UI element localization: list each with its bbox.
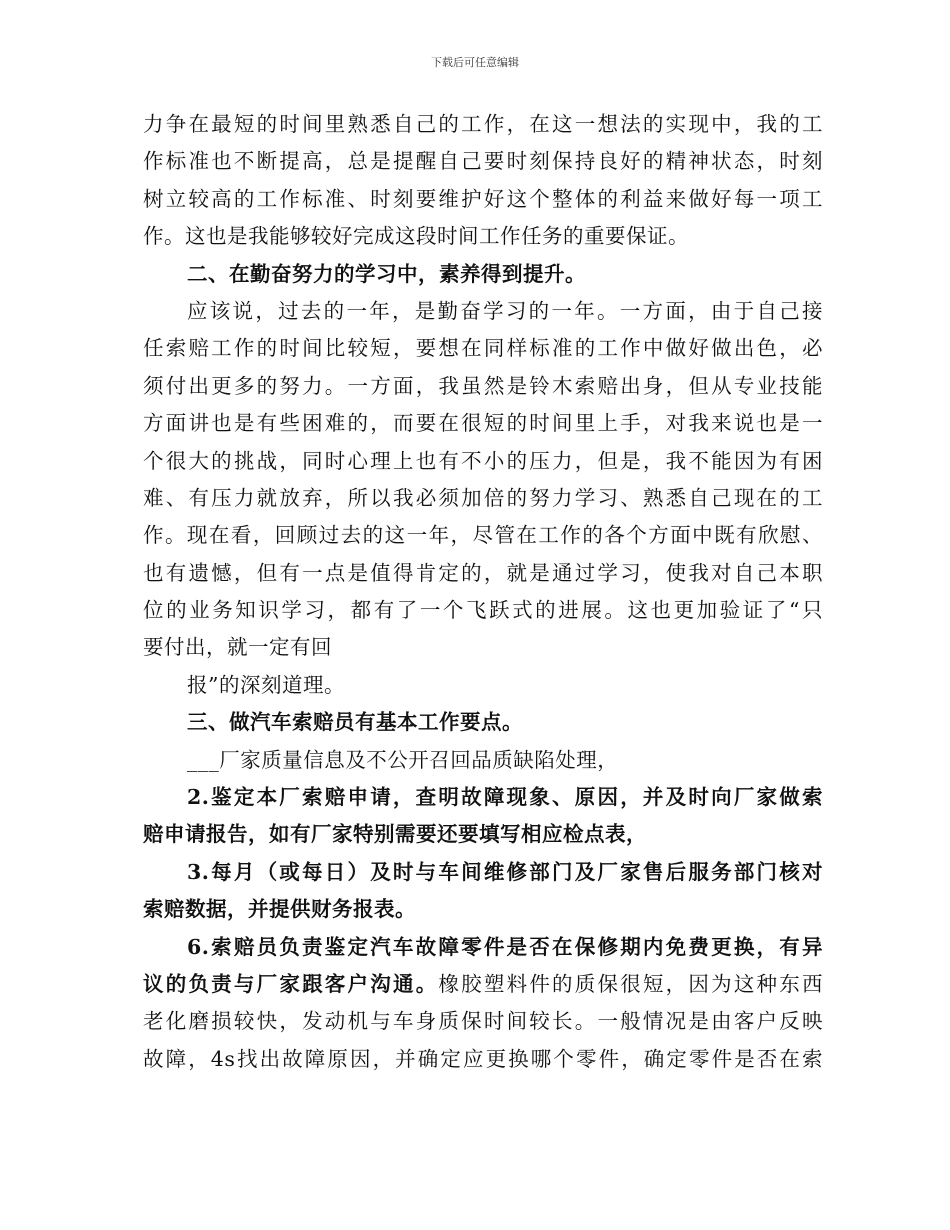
body-line: 须付出更多的努力。一方面，我虽然是铃木索赔出身，但从专业技能	[143, 373, 823, 398]
body-line: 作。这也是我能够较好完成这段时间工作任务的重要保证。	[143, 224, 689, 249]
bold-segment: 议的负责与厂家跟客户沟通。	[143, 971, 439, 996]
page-header: 下载后可任意编辑	[431, 56, 519, 69]
document-body	[143, 106, 823, 1078]
body-line: 任索赔工作的时间比较短，要想在同样标准的工作中做好做出色，必	[143, 336, 823, 361]
body-line: 力争在最短的时间里熟悉自己的工作，在这一想法的实现中，我的工	[143, 112, 823, 136]
body-line: 应该说，过去的一年，是勤奋学习的一年。一方面，由于自己接	[187, 298, 823, 323]
list-item-line: 赔申请报告，如有厂家特别需要还要填写相应检点表，	[143, 822, 647, 847]
body-line: 报”的深刻道理。	[187, 672, 345, 697]
body-line: 作标准也不断提高，总是提醒自己要时刻保持良好的精神状态，时刻	[143, 149, 823, 174]
list-item-line: 3.每月（或每日）及时与车间维修部门及厂家售后服务部门核对	[187, 859, 823, 884]
list-item-line: 6.索赔员负责鉴定汽车故障零件是否在保修期内免费更换，有异	[187, 934, 823, 959]
body-line: 难、有压力就放弃，所以我必须加倍的努力学习、熟悉自己现在的工	[143, 485, 823, 510]
body-line: 也有遗憾，但有一点是值得肯定的，就是通过学习，使我对自己本职	[143, 560, 823, 585]
normal-segment: 橡胶塑料件的质保很短，因为这种东西	[438, 971, 824, 996]
body-line: 作。现在看，回顾过去的这一年，尽管在工作的各个方面中既有欣慰、	[143, 523, 823, 548]
list-item-line: 2.鉴定本厂索赔申请，查明故障现象、原因，并及时向厂家做索	[187, 785, 823, 810]
list-item-line: ___厂家质量信息及不公开召回品质缺陷处理，	[187, 747, 619, 772]
body-line: 位的业务知识学习，都有了一个飞跃式的进展。这也更加验证了“只	[143, 598, 823, 623]
list-item-line	[143, 966, 823, 1003]
body-line: 老化磨损较快，发动机与车身质保时间较长。一般情况是由客户反映	[143, 1009, 823, 1034]
list-item-line: 索赔数据，并提供财务报表。	[143, 897, 416, 922]
body-line: 个很大的挑战，同时心理上也有不小的压力，但是，我不能因为有困	[143, 448, 823, 473]
body-line: 要付出，就一定有回	[143, 635, 332, 660]
body-line: 故障，4s找出故障原因，并确定应更换哪个零件，确定零件是否在索	[143, 1046, 823, 1071]
body-line: 树立较高的工作标准、时刻要维护好这个整体的利益来做好每一项工	[143, 186, 823, 211]
section-heading-2: 二、在勤奋努力的学习中，素养得到提升。	[187, 261, 586, 286]
section-heading-3: 三、做汽车索赔员有基本工作要点。	[187, 710, 523, 735]
body-line: 方面讲也是有些困难的，而要在很短的时间里上手，对我来说也是一	[143, 411, 823, 436]
